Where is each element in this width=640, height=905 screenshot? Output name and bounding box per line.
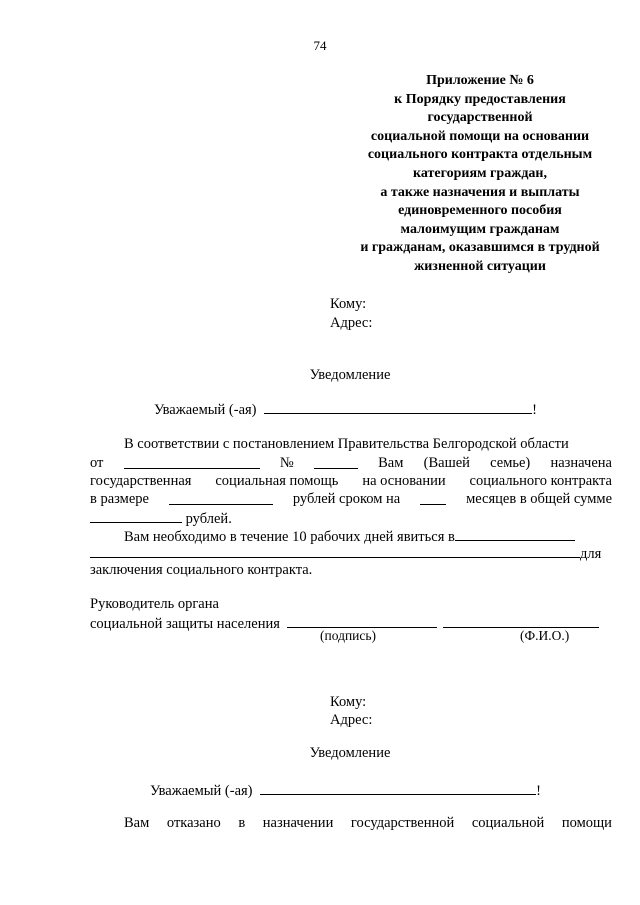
- word: семье): [490, 455, 531, 471]
- appendix-line: к Порядку предоставления: [394, 91, 566, 107]
- word: рублей.: [185, 511, 232, 527]
- word: социальной защиты населения: [90, 616, 280, 632]
- word: Вам: [378, 455, 404, 471]
- total-sum-blank[interactable]: [90, 509, 182, 523]
- paragraph-line: [90, 473, 612, 490]
- recipient-label: Кому:: [330, 296, 367, 312]
- word: месяцев в общей сумме: [466, 491, 612, 507]
- notice-title: Уведомление: [309, 367, 391, 383]
- full-name-caption: (Ф.И.О.): [520, 628, 570, 643]
- appendix-heading: [330, 72, 630, 277]
- word: помощи: [561, 815, 612, 831]
- word: социальной: [471, 815, 545, 831]
- word: на основании: [362, 473, 446, 489]
- date-blank[interactable]: [124, 455, 260, 469]
- office-address-blank[interactable]: [90, 544, 580, 558]
- appendix-line: а также назначения и выплаты: [380, 184, 580, 200]
- word: социального контракта: [469, 473, 612, 489]
- word: (Вашей: [423, 455, 470, 471]
- word: Вам: [124, 815, 150, 831]
- salutation-text: Уважаемый (-ая): [150, 783, 253, 799]
- word: в размере: [90, 491, 149, 507]
- word: рублей сроком на: [292, 491, 401, 507]
- signature-caption: (подпись): [320, 628, 377, 643]
- appendix-line: малоимущим гражданам: [400, 221, 560, 237]
- appendix-line: социальной помощи на основании: [370, 128, 590, 144]
- appendix-line: социального контракта отдельным: [367, 147, 593, 163]
- word: социальная помощь: [215, 473, 339, 489]
- appendix-line: единовременного пособия: [398, 203, 562, 219]
- word: государственная: [90, 473, 192, 489]
- head-title-line: Руководитель органа: [90, 596, 219, 612]
- word: Вам необходимо в течение 10 рабочих дней явиться в: [124, 529, 455, 545]
- paragraph-line: [124, 815, 612, 832]
- notice-title: Уведомление: [309, 745, 391, 761]
- appendix-line: категориям граждан,: [413, 165, 547, 181]
- number-blank[interactable]: [314, 455, 358, 469]
- word: назначении: [262, 815, 334, 831]
- paragraph-line: заключения социального контракта.: [90, 562, 313, 578]
- paragraph-line: [90, 455, 612, 472]
- recipient-name-blank[interactable]: [264, 400, 532, 414]
- paragraph-line: В соответствии с постановлением Правительства Белгородской области: [124, 436, 569, 452]
- page-number: 74: [313, 38, 327, 53]
- word: государственной: [350, 815, 455, 831]
- word: №: [279, 455, 294, 471]
- salutation-line: [154, 400, 537, 419]
- word: отказано: [166, 815, 221, 831]
- word: назначена: [550, 455, 612, 471]
- appendix-line: Приложение № 6: [426, 73, 534, 88]
- signature-blank[interactable]: [287, 614, 437, 628]
- office-blank[interactable]: [455, 527, 575, 541]
- paragraph-line: [90, 544, 601, 563]
- exclamation: !: [536, 783, 541, 799]
- full-name-blank[interactable]: [443, 614, 599, 628]
- appendix-line: и гражданам, оказавшимся в трудной: [360, 240, 600, 256]
- salutation-text: Уважаемый (-ая): [154, 402, 257, 418]
- paragraph-line: [90, 491, 612, 508]
- salutation-line: [150, 781, 541, 800]
- address-label: Адрес:: [330, 315, 373, 331]
- exclamation: !: [532, 402, 537, 418]
- months-blank[interactable]: [420, 491, 446, 505]
- word: в: [238, 815, 246, 831]
- address-label: Адрес:: [330, 712, 373, 728]
- appendix-line: государственной: [427, 110, 533, 126]
- amount-blank[interactable]: [169, 491, 273, 505]
- word: от: [90, 455, 104, 471]
- appendix-line: жизненной ситуации: [414, 258, 546, 274]
- word: для: [580, 546, 602, 562]
- recipient-label: Кому:: [330, 694, 367, 710]
- paragraph-line: [90, 509, 232, 528]
- recipient-name-blank[interactable]: [260, 781, 536, 795]
